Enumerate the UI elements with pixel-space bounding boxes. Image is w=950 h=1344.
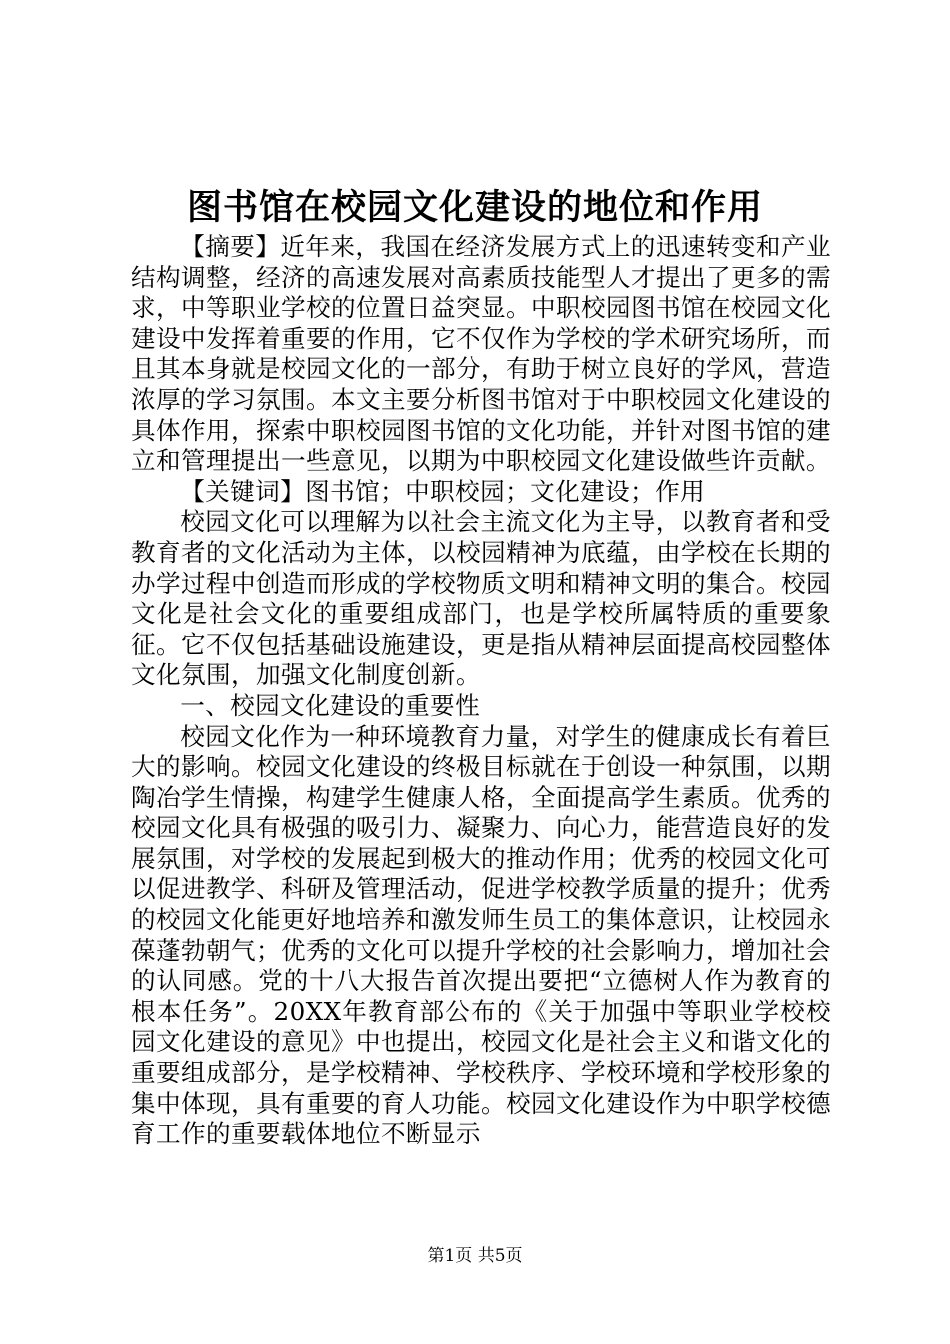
body-paragraph: 校园文化可以理解为以社会主流文化为主导，以教育者和受教育者的文化活动为主体，以校园精神为底蕴，由学校在长期的办学过程中创造而形成的学校物质文明和精神文明的集合。校园文化是社会文化的重要组成部门，也是学校所属特质的重要象征。它不仅包括基础设施建设，更是指从精神层面提高校园整体文化氛围，加强文化制度创新。: [131, 507, 831, 690]
section-heading: 一、校园文化建设的重要性: [180, 690, 481, 720]
document-title: 图书馆在校园文化建设的地位和作用: [186, 187, 763, 228]
keywords-paragraph: 【关键词】图书馆；中职校园；文化建设；作用: [180, 476, 706, 506]
document-body: [131, 232, 831, 1150]
body-paragraph: 校园文化作为一种环境教育力量，对学生的健康成长有着巨大的影响。校园文化建设的终极目标就在于创设一种氛围，以期陶冶学生情操，构建学生健康人格，全面提高学生素质。优秀的校园文化具有极强的吸引力、凝聚力、向心力，能营造良好的发展氛围，对学校的发展起到极大的推动作用；优秀的校园文化可以促进教学、科研及管理活动，促进学校教学质量的提升；优秀的校园文化能更好地培养和激发师生员工的集体意识，让校园永葆蓬勃朝气；优秀的文化可以提升学校的社会影响力，增加社会的认同感。党的十八大报告首次提出要把“立德树人作为教育的根本任务”。20XX年教育部公布的《关于加强中等职业学校校园文化建设的意见》中也提出，校园文化是社会主义和谐文化的重要组成部分，是学校精神、学校秩序、学校环境和学校形象的集中体现，具有重要的育人功能。校园文化建设作为中职学校德育工作的重要载体地位不断显示: [131, 721, 831, 1149]
page-footer: 第1页 共5页: [427, 1246, 523, 1266]
abstract-paragraph: 【摘要】近年来，我国在经济发展方式上的迅速转变和产业结构调整，经济的高速发展对高素质技能型人才提出了更多的需求，中等职业学校的位置日益突显。中职校园图书馆在校园文化建设中发挥着重要的作用，它不仅作为学校的学术研究场所，而且其本身就是校园文化的一部分，有助于树立良好的学风，营造浓厚的学习氛围。本文主要分析图书馆对于中职校园文化建设的具体作用，探索中职校园图书馆的文化功能，并针对图书馆的建立和管理提出一些意见，以期为中职校园文化建设做些许贡献。: [131, 232, 831, 476]
